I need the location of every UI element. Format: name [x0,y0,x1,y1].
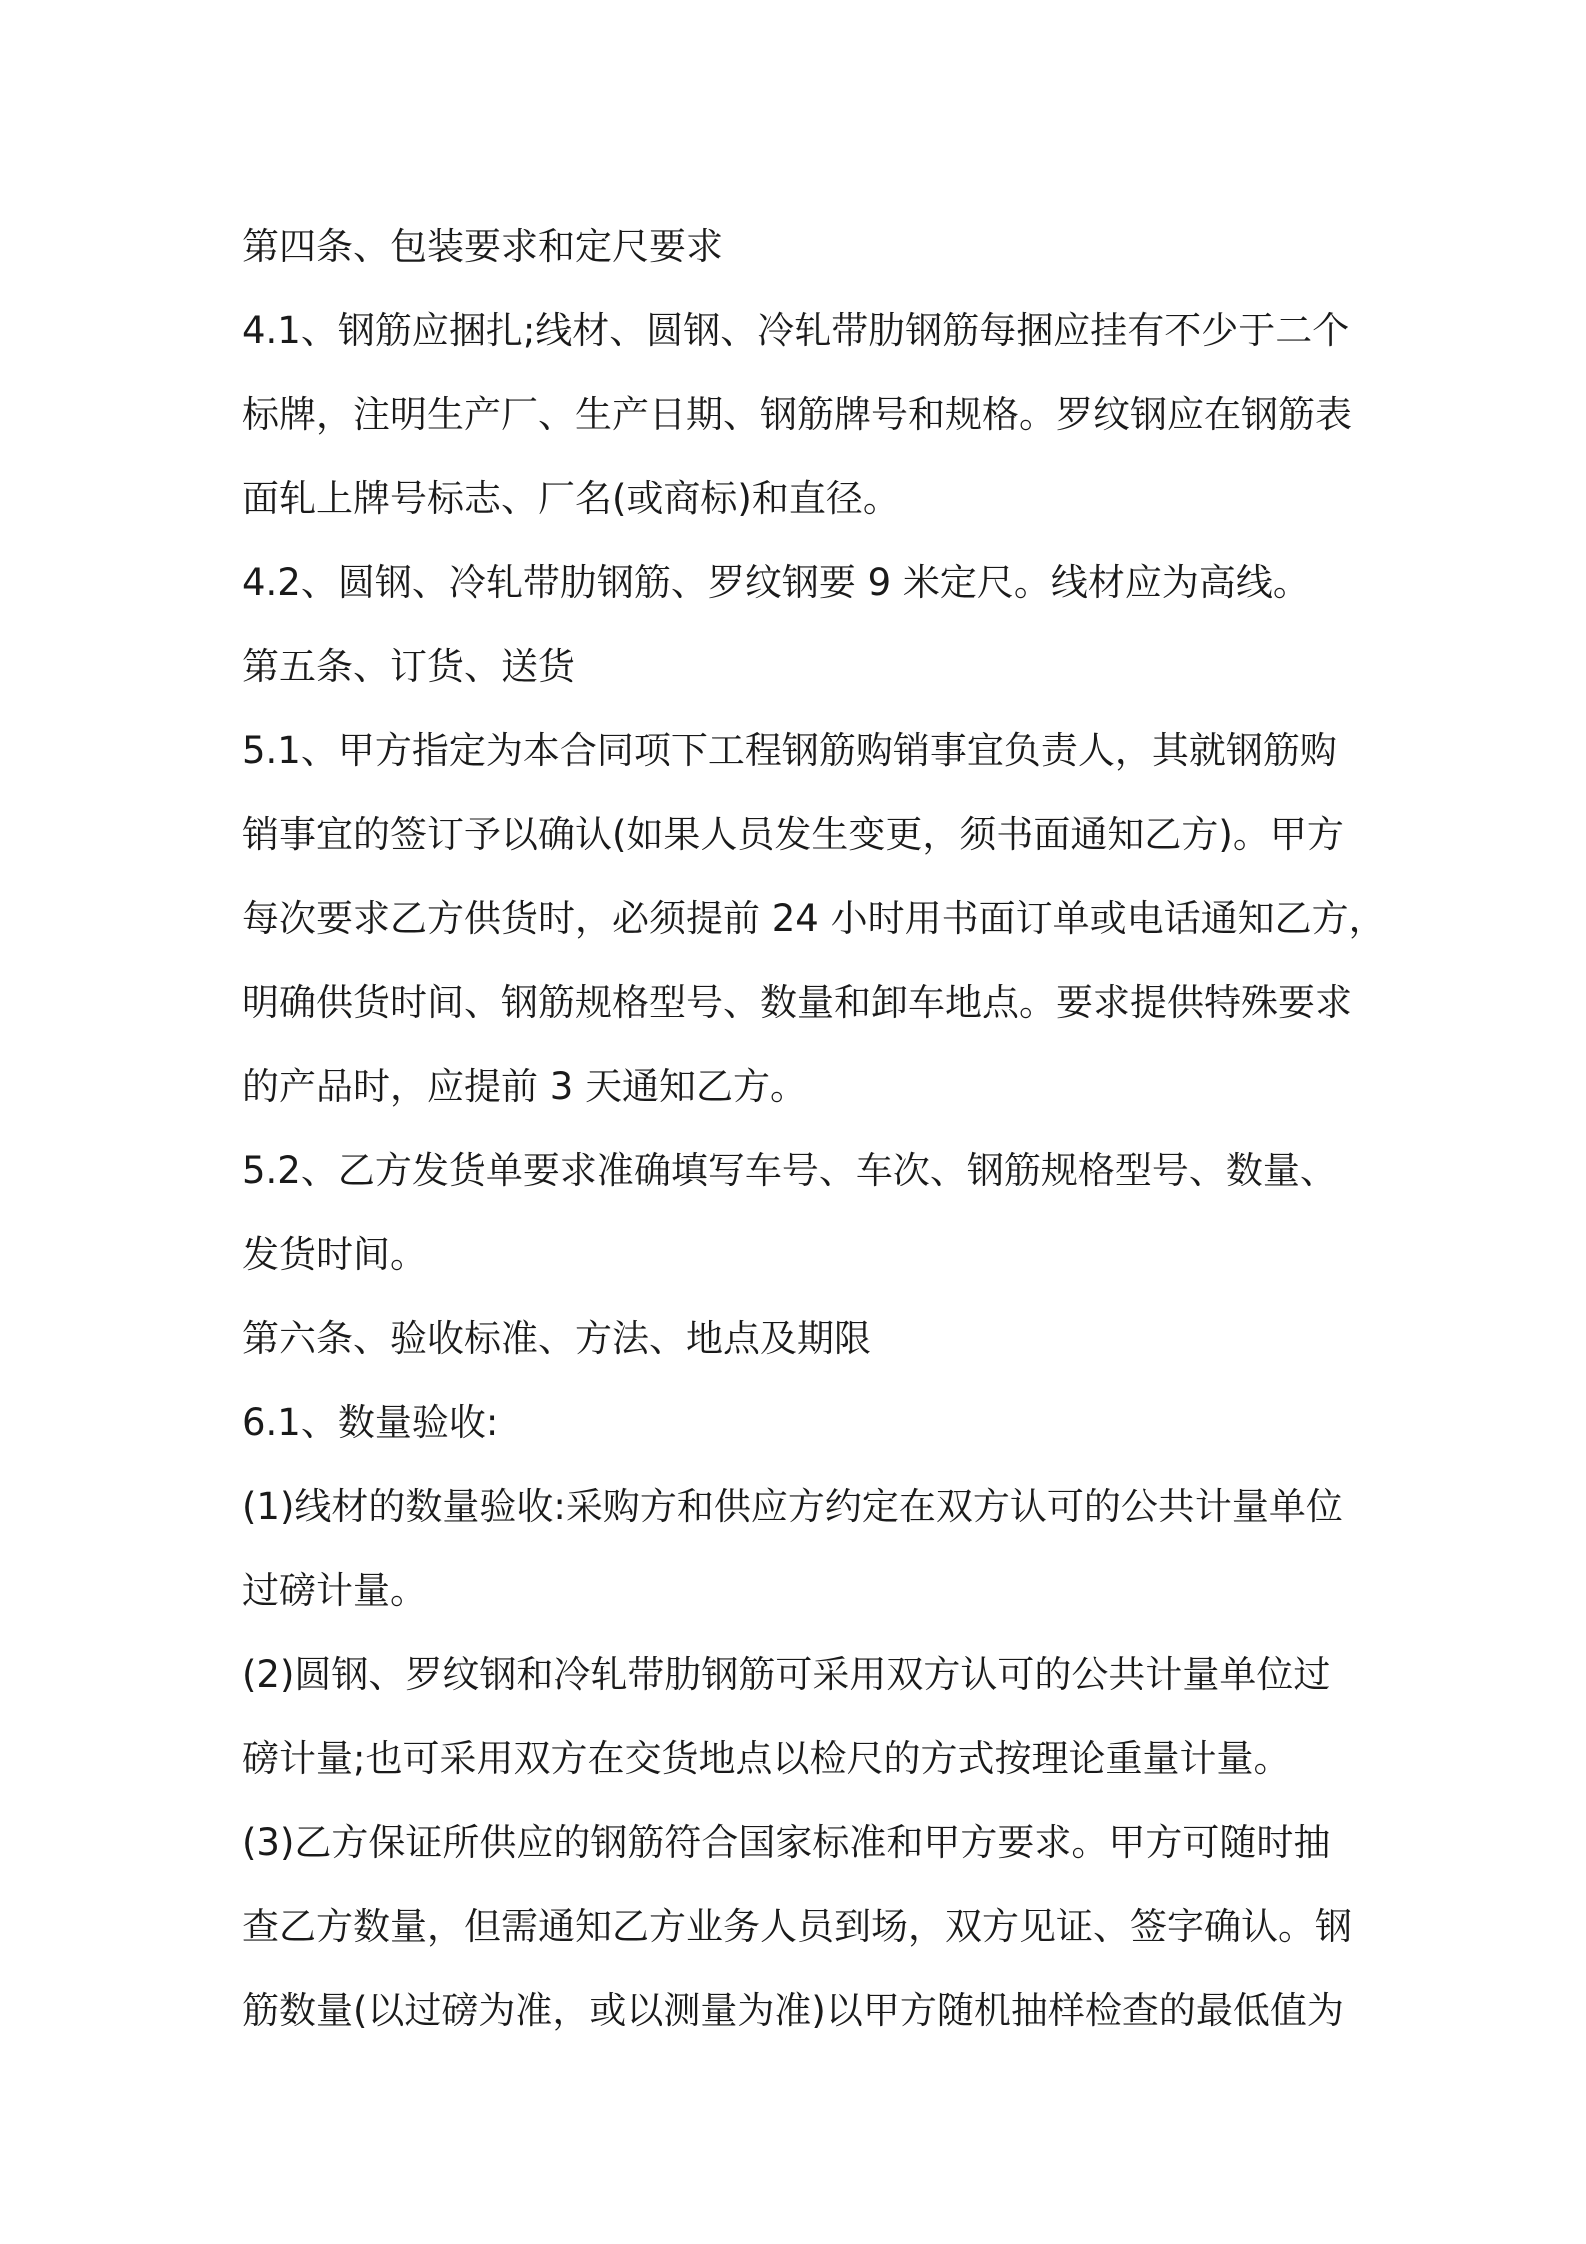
clause-5-1-line-2: 销事宜的签订予以确认(如果人员发生变更，须书面通知乙方)。甲方 [242,813,1344,856]
clause-5-1-line-4: 明确供货时间、钢筋规格型号、数量和卸车地点。要求提供特殊要求 [242,981,1352,1024]
item-3-line-2: 查乙方数量，但需通知乙方业务人员到场，双方见证、签字确认。钢 [242,1905,1352,1948]
clause-4-1-line-1: 4.1、钢筋应捆扎;线材、圆钢、冷轧带肋钢筋每捆应挂有不少于二个 [242,309,1350,352]
clause-5-1-line-3: 每次要求乙方供货时，必须提前 24 小时用书面订单或电话通知乙方， [242,897,1386,940]
clause-4-2-line-1: 4.2、圆钢、冷轧带肋钢筋、罗纹钢要 9 米定尺。线材应为高线。 [242,561,1310,604]
clause-5-2-line-1: 5.2、乙方发货单要求准确填写车号、车次、钢筋规格型号、数量、 [242,1149,1337,1192]
section-heading-4: 第四条、包装要求和定尺要求 [242,225,723,268]
item-1-line-2: 过磅计量。 [242,1569,427,1612]
clause-5-1-line-1: 5.1、甲方指定为本合同项下工程钢筋购销事宜负责人，其就钢筋购 [242,729,1337,772]
section-heading-6: 第六条、验收标准、方法、地点及期限 [242,1317,871,1360]
clause-6-1-heading: 6.1、数量验收: [242,1401,499,1444]
clause-5-2-line-2: 发货时间。 [242,1233,427,1276]
section-heading-5: 第五条、订货、送货 [242,645,575,688]
clause-5-1-line-5: 的产品时，应提前 3 天通知乙方。 [242,1065,808,1108]
document-body [242,205,1386,2053]
item-3-line-1: (3)乙方保证所供应的钢筋符合国家标准和甲方要求。甲方可随时抽 [242,1821,1331,1864]
clause-4-1-line-3: 面轧上牌号标志、厂名(或商标)和直径。 [242,477,900,520]
item-2-line-1: (2)圆钢、罗纹钢和冷轧带肋钢筋可采用双方认可的公共计量单位过 [242,1653,1331,1696]
item-2-line-2: 磅计量;也可采用双方在交货地点以检尺的方式按理论重量计量。 [242,1737,1291,1780]
item-3-line-3: 筋数量(以过磅为准，或以测量为准)以甲方随机抽样检查的最低值为 [242,1989,1344,2032]
item-1-line-1: (1)线材的数量验收:采购方和供应方约定在双方认可的公共计量单位 [242,1485,1343,1528]
clause-4-1-line-2: 标牌，注明生产厂、生产日期、钢筋牌号和规格。罗纹钢应在钢筋表 [242,393,1352,436]
